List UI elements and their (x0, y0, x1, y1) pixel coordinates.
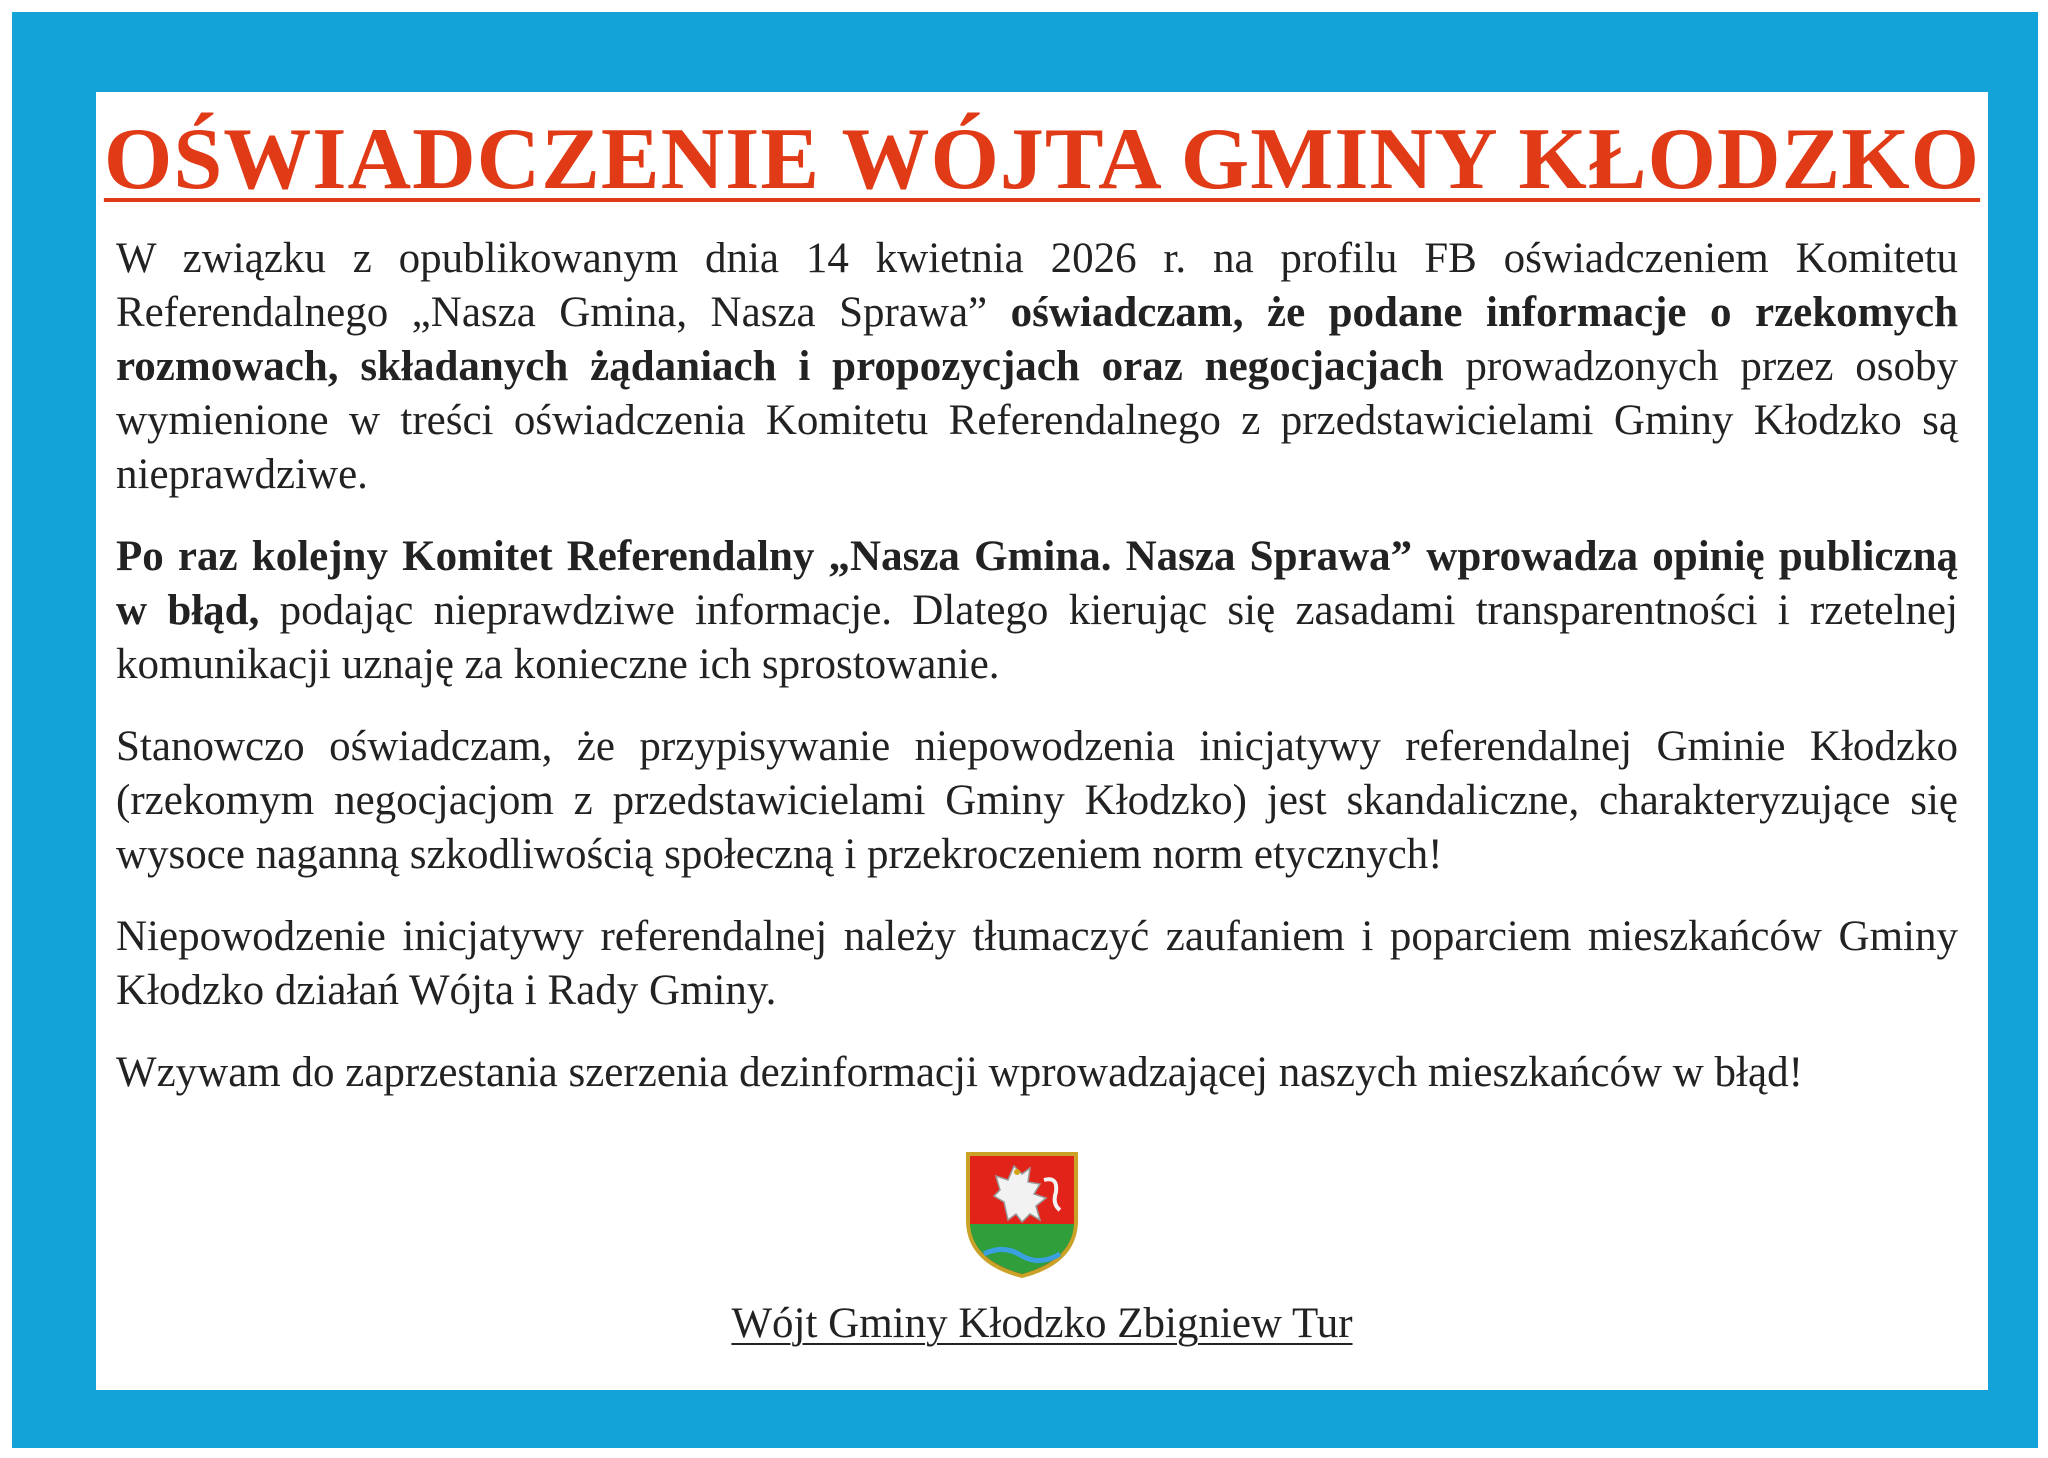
statement-sheet (96, 92, 1988, 1390)
signature: Wójt Gminy Kłodzko Zbigniew Tur (731, 1300, 1353, 1347)
statement-body (116, 232, 1958, 1128)
paragraph-4: Niepowodzenie inicjatywy referendalnej należy tłumaczyć zaufaniem i poparciem mieszkańców Gminy Kłodzko działań Wójta i Rady Gminy. (116, 913, 1958, 1014)
paragraph-2: Po raz kolejny Komitet Referendalny „Nasza Gmina. Nasza Sprawa” wprowadza opinię publiczną w błąd, podając nieprawdziwe informacje. Dlatego kierując się zasadami transparentności i rzetelnej komunikacji uznaję za konieczne ich sprostowanie. (116, 533, 1958, 688)
paragraph-3: Stanowczo oświadczam, że przypisywanie niepowodzenia inicjatywy referendalnej Gminie Kłodzko (rzekomym negocjacjom z przedstawicielami Gminy Kłodzko) jest skandaliczne, charakteryzujące się wysoce naganną szkodliwością społeczną i przekroczeniem norm etycznych! (116, 723, 1958, 878)
page-title (96, 110, 1988, 210)
blue-frame (12, 12, 2038, 1448)
paragraph-5: Wzywam do zaprzestania szerzenia dezinformacji wprowadzającej naszych mieszkańców w błąd! (116, 1049, 1803, 1096)
paragraph-1: W związku z opublikowanym dnia 14 kwietnia 2026 r. na profilu FB oświadczeniem Komitetu Referendalnego „Nasza Gmina, Nasza Sprawa” oświadczam, że podane informacje o rzekomych rozmowach, składanych żądaniach i propozycjach oraz negocjacjach prowadzonych przez osoby wymienione w treści oświadczenia Komitetu Referendalnego z przedstawicielami Gminy Kłodzko są nieprawdziwe. (116, 235, 1958, 498)
title-text: OŚWIADCZENIE WÓJTA GMINY KŁODZKO (103, 111, 1981, 208)
coat-of-arms-icon (964, 1150, 1080, 1280)
